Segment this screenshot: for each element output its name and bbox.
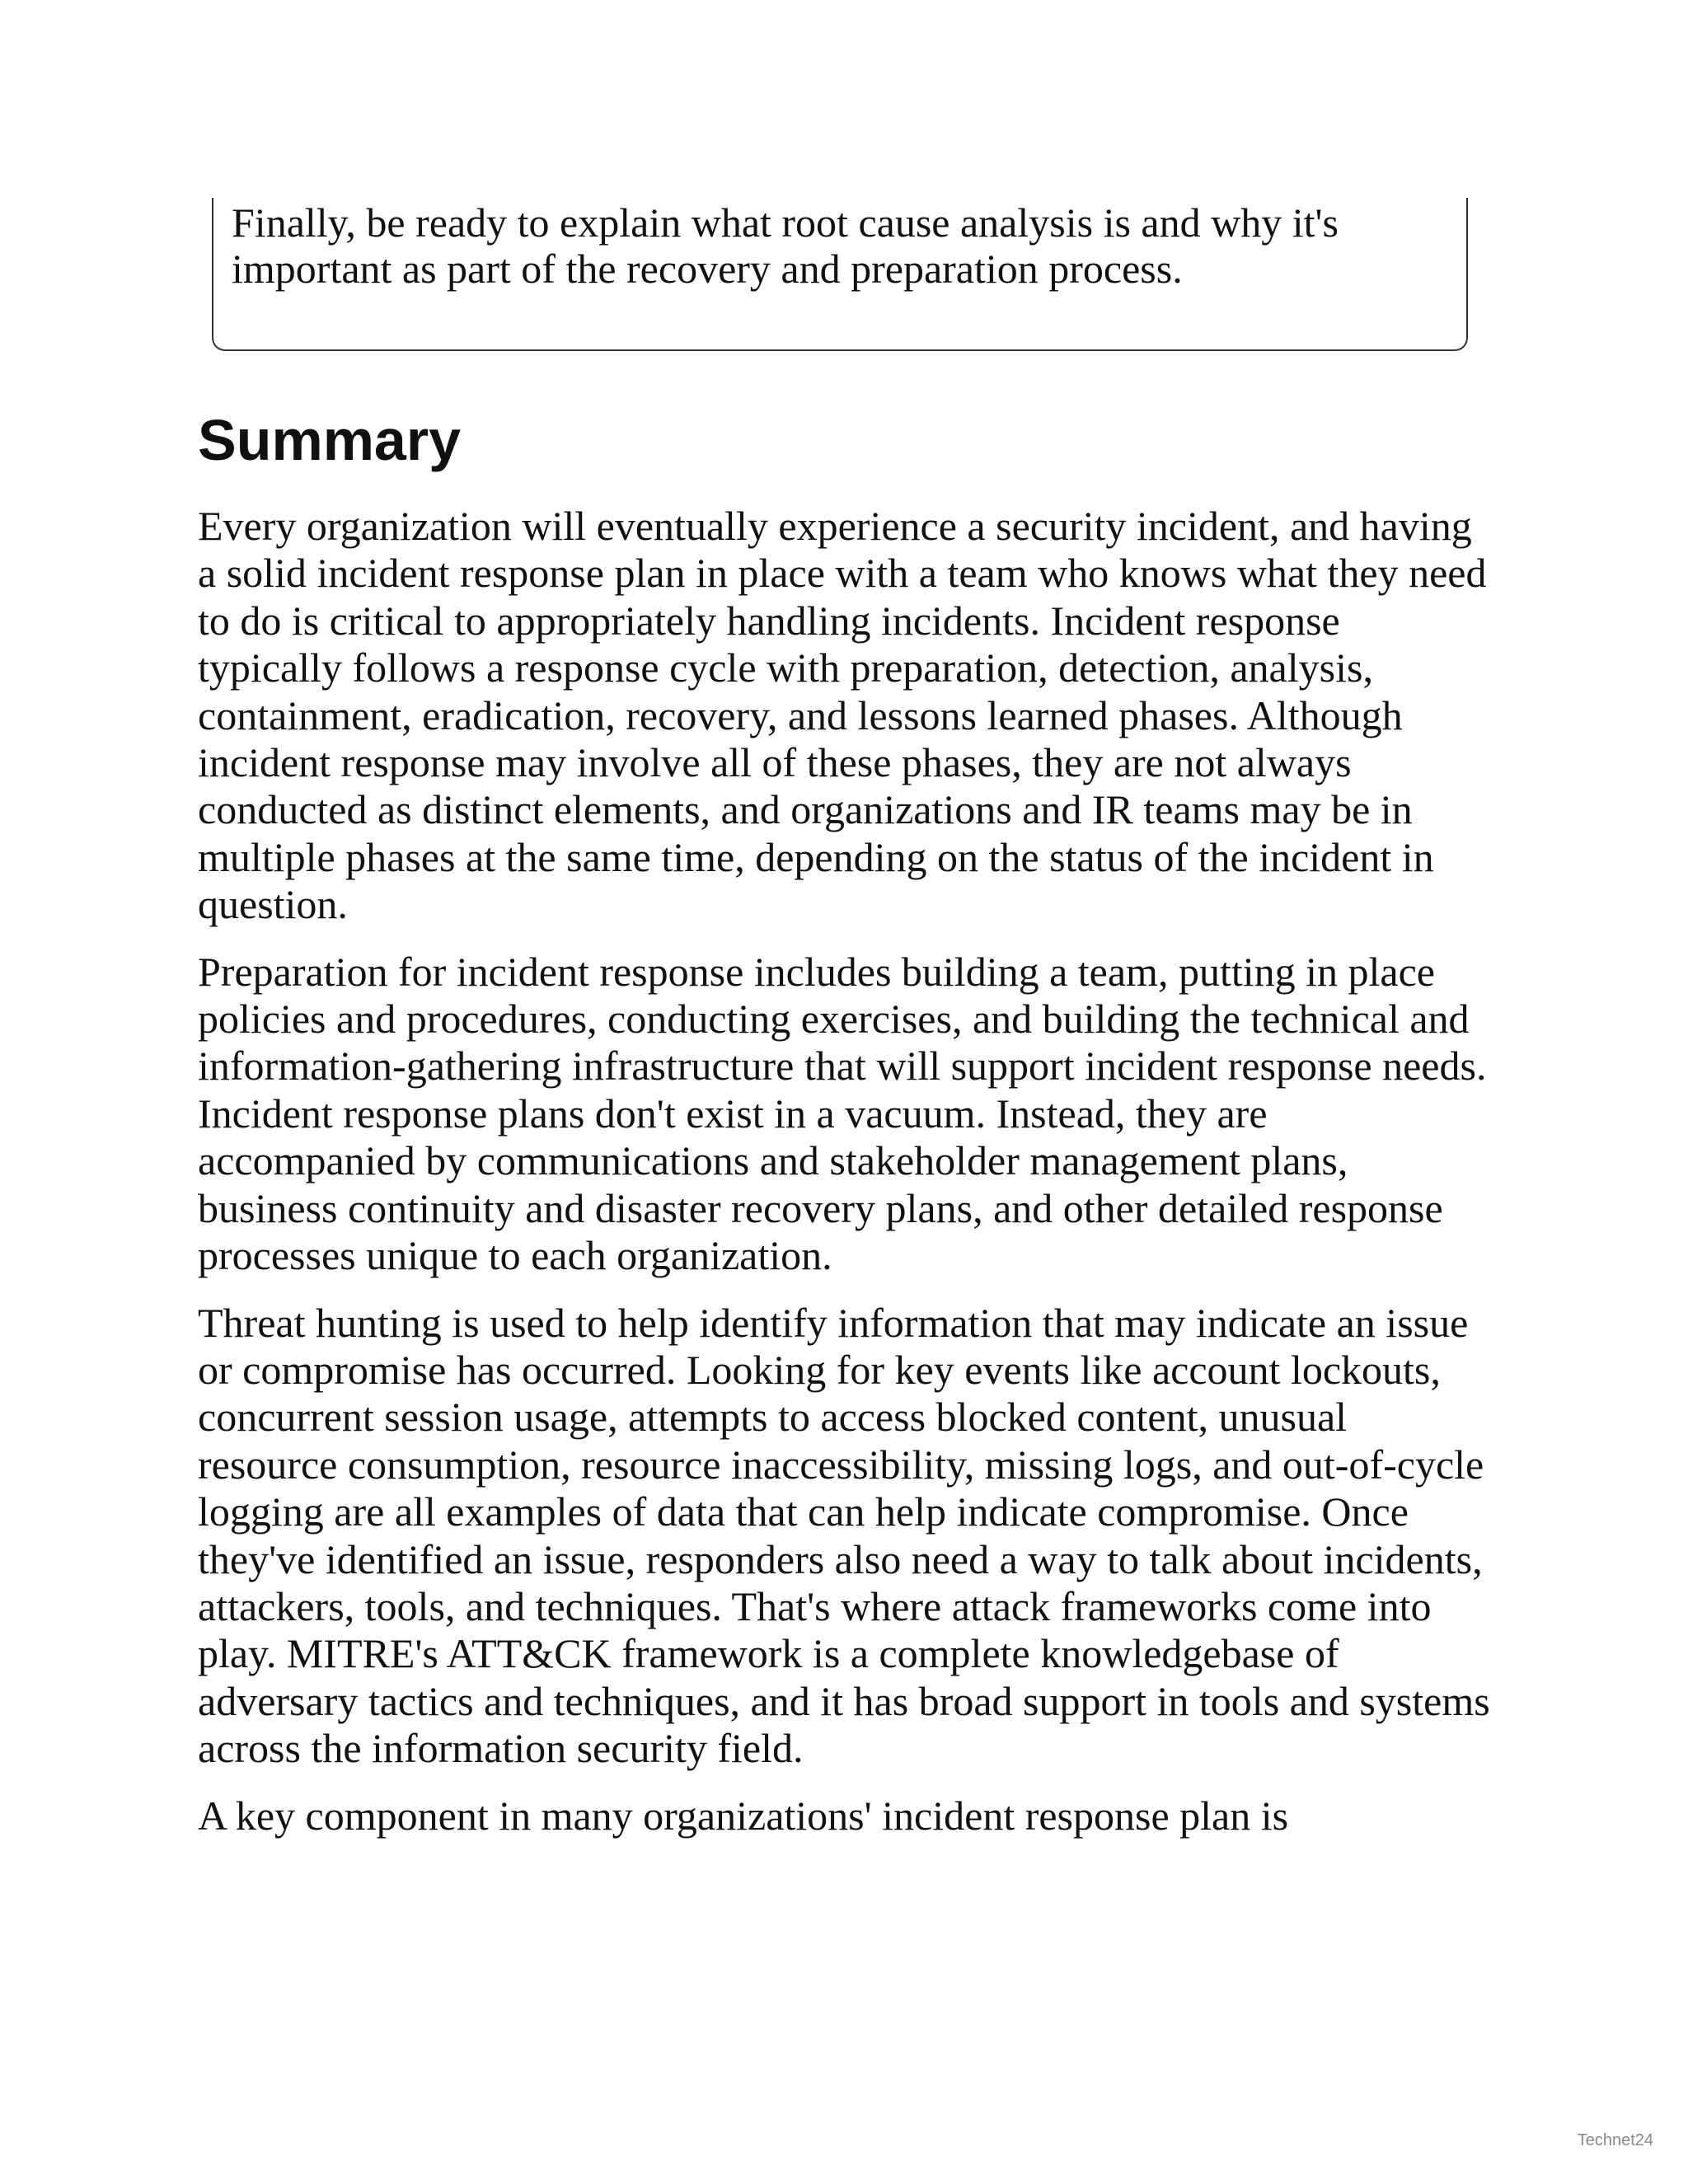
paragraph-4: A key component in many organizations' incident response plan is bbox=[198, 1792, 1289, 1839]
paragraph-2: Preparation for incident response includes building a team, putting in place policies and procedures, conducting exercises, and building the technical and information-gathering infrastructure that will support incident response needs. Incident response plans don't exist in a vacuum. Instead, they are accompanied by communications and stakeholder management plans, business continuity and disaster recovery plans, and other detailed response processes unique to each organization. bbox=[198, 948, 1487, 1279]
callout-text: Finally, be ready to explain what root cause analysis is and why it's important as part of the recovery and preparation process. bbox=[232, 199, 1339, 292]
watermark-text: Technet24 bbox=[1577, 2131, 1653, 2149]
section-body bbox=[198, 503, 1492, 1859]
paragraph-1: Every organization will eventually experience a security incident, and having a solid incident response plan in place with a team who knows what they need to do is critical to appropriately handling incidents. Incident response typically follows a response cycle with preparation, detection, analysis, containment, eradication, recovery, and lessons learned phases. Although incident response may involve all of these phases, they are not always conducted as distinct elements, and organizations and IR teams may be in multiple phases at the same time, depending on the status of the incident in question. bbox=[198, 503, 1487, 928]
exam-essentials-callout bbox=[212, 198, 1468, 351]
section-heading: Summary bbox=[198, 408, 462, 472]
paragraph-3: Threat hunting is used to help identify information that may indicate an issue or compromise has occurred. Looking for key events like account lockouts, concurrent session usage, attempts to access blocked content, unusual resource consumption, resource inaccessibility, missing logs, and out-of-cycle logging are all examples of data that can help indicate compromise. Once they've identified an issue, responders also need a way to talk about incidents, attackers, tools, and techniques. That's where attack frameworks come into play. MITRE's ATT&CK framework is a complete knowledgebase of adversary tactics and techniques, and it has broad support in tools and systems across the information security field. bbox=[198, 1299, 1490, 1772]
